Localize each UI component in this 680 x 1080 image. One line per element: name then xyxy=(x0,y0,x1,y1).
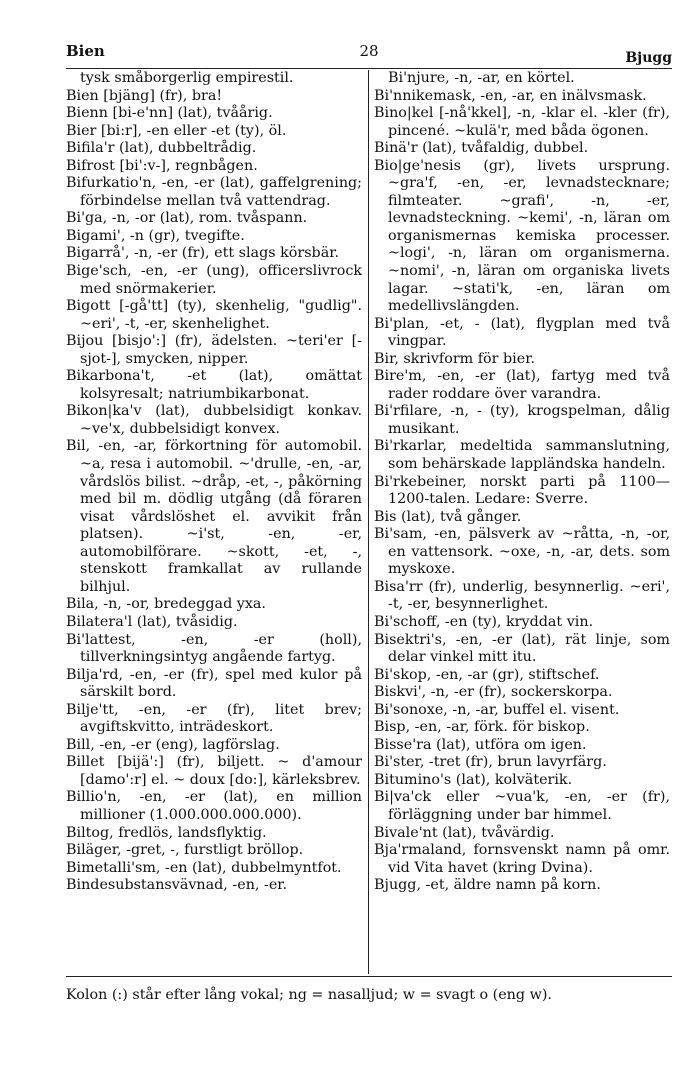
dictionary-entry: Bila, -n, -or, bredeggad yxa. xyxy=(66,596,266,613)
dictionary-entry: Bifrost [bi':v-], regnbågen. xyxy=(66,157,258,174)
dictionary-entry: Bill, -en, -er (eng), lagförslag. xyxy=(66,736,280,753)
dictionary-entry: Bige'sch, -en, -er (ung), officerslivrock med snörmakerier. xyxy=(66,263,362,297)
dictionary-entry: Bindesubstansvävnad, -en, -er. xyxy=(66,877,288,894)
dictionary-entry: Bivale'nt (lat), tvåvärdig. xyxy=(374,824,555,841)
dictionary-entry: tysk småborgerlig empirestil. xyxy=(80,70,294,86)
header-right-guide-word: Bjugg xyxy=(625,50,672,66)
dictionary-entry: Binä'r (lat), tvåfaldig, dubbel. xyxy=(374,140,589,157)
dictionary-entry: Bilatera'l (lat), tvåsidig. xyxy=(66,613,238,630)
dictionary-entry: Bi'lattest, -en, -er (holl), tillverkningsintyg angående fartyg. xyxy=(66,631,362,666)
column-divider xyxy=(368,70,369,974)
dictionary-entry: Bisektri's, -en, -er (lat), rät linje, som delar vinkel mitt itu. xyxy=(374,631,670,666)
header-rule xyxy=(66,68,672,69)
dictionary-entry: Bijou [bisjo':] (fr), ädelsten. ~teri'er [-sjot-], smycken, nipper. xyxy=(66,333,362,367)
dictionary-entry: Bimetalli'sm, -en (lat), dubbelmyntfot. xyxy=(66,859,342,876)
dictionary-entry: Bisa'rr (fr), underlig, besynnerlig. ~eri', -t, -er, besynnerlighet. xyxy=(374,578,670,613)
dictionary-entry: Bi'rkebeiner, norskt parti på 1100—1200-talen. Ledare: Sverre. xyxy=(374,473,670,508)
dictionary-entry: Bi'njure, -n, -ar, en körtel. xyxy=(388,70,575,86)
dictionary-entry: Bi'sonoxe, -n, -ar, buffel el. visent. xyxy=(374,701,620,718)
dictionary-entry: Bier [bi:r], -en eller -et (ty), öl. xyxy=(66,122,287,139)
dictionary-entry: Biltog, fredlös, landsflyktig. xyxy=(66,824,267,841)
dictionary-entry: Bitumino's (lat), kolväterik. xyxy=(374,771,573,788)
right-column xyxy=(374,70,670,970)
dictionary-entry: Bigott [-gå'tt] (ty), skenhelig, "gudlig". ~eri', -t, -er, skenhelighet. xyxy=(66,298,362,332)
dictionary-entry: Bien [bjäng] (fr), bra! xyxy=(66,87,223,104)
dictionary-entry: Bi'ster, -tret (fr), brun lavyrfärg. xyxy=(374,754,607,771)
dictionary-entry: Bi'rfilare, -n, - (ty), krogspelman, dålig musikant. xyxy=(374,403,670,437)
pronunciation-key-footer: Kolon (:) står efter lång vokal; ng = nasalljud; w = svagt o (eng w). xyxy=(66,987,552,1003)
dictionary-entry: Bifurkatio'n, -en, -er (lat), gaffelgrening; förbindelse mellan två vattendrag. xyxy=(66,175,362,209)
dictionary-entry: Biläger, -gret, -, furstligt bröllop. xyxy=(66,842,304,859)
dictionary-entry: Bi'plan, -et, - (lat), flygplan med två vingpar. xyxy=(374,315,670,350)
dictionary-entry: Bi'skop, -en, -ar (gr), stiftschef. xyxy=(374,666,600,683)
dictionary-entry: Bikarbona't, -et (lat), omättat kolsyresalt; natriumbikarbonat. xyxy=(66,368,362,402)
header-left-guide-word: Bien xyxy=(66,42,105,60)
dictionary-entry: Bi'rkarlar, medeltida sammanslutning, som behärskade lappländska handeln. xyxy=(374,438,670,473)
page-header xyxy=(66,40,672,66)
dictionary-entry: Bir, skrivform för bier. xyxy=(374,350,536,367)
dictionary-entry: Bjugg, -et, äldre namn på korn. xyxy=(374,877,601,894)
page-number: 28 xyxy=(359,42,379,60)
dictionary-entry: Billio'n, -en, -er (lat), en million millioner (1.000.000.000.000). xyxy=(66,789,362,823)
dictionary-entry: Bi|va'ck eller ~vua'k, -en, -er (fr), förläggning under bar himmel. xyxy=(374,789,670,823)
dictionary-entry: Bi'nnikemask, -en, -ar, en inälvsmask. xyxy=(374,87,647,104)
dictionary-entry: Bio|ge'nesis (gr), livets ursprung. ~gra'f, -en, -er, levnadstecknare; filmteater. ~grafi', -n, -er, levnadsteckning. ~kemi', -n, läran om organismernas kemiska processer. ~logi', -n, läran om organismerna. ~nomi', -n, läran om organiska livets lagar. ~stati'k, -en, läran om medellivslängden. xyxy=(374,157,670,315)
dictionary-entry: Bil, -en, -ar, förkortning för automobil. ~a, resa i automobil. ~'drulle, -en, -ar, vårdslös bilist. ~dråp, -et, -, påkörning med bil m. dödlig utgång (då föraren visat vårdslöshet el. avvikit från platsen). ~i'st, -en, -er, automobilförare. ~skott, -et, -, stenskott framkallat av rullande bilhjul. xyxy=(66,438,362,595)
dictionary-entry: Bi'schoff, -en (ty), kryddat vin. xyxy=(374,613,594,630)
dictionary-entry: Biskvi', -n, -er (fr), sockerskorpa. xyxy=(374,684,613,701)
footer-rule xyxy=(66,976,672,977)
dictionary-entry: Bire'm, -en, -er (lat), fartyg med två rader roddare över varandra. xyxy=(374,368,670,402)
dictionary-entry: Bis (lat), två gånger. xyxy=(374,508,522,525)
dictionary-entry: Billet [bijä':] (fr), biljett. ~ d'amour [damo':r] el. ~ doux [do:], kärleksbrev. xyxy=(66,754,362,788)
left-column xyxy=(66,70,362,970)
dictionary-entry: Bilja'rd, -en, -er (fr), spel med kulor på särskilt bord. xyxy=(66,666,362,701)
dictionary-entry: Bigarrå', -n, -er (fr), ett slags körsbär. xyxy=(66,245,340,262)
dictionary-entry: Bigami', -n (gr), tvegifte. xyxy=(66,227,245,244)
dictionary-entry: Bja'rmaland, fornsvenskt namn på omr. vid Vita havet (kring Dvina). xyxy=(374,842,670,876)
dictionary-entry: Bisse'ra (lat), utföra om igen. xyxy=(374,736,587,753)
dictionary-entry: Bienn [bi-e'nn] (lat), tvåårig. xyxy=(66,105,273,122)
dictionary-entry: Bino|kel [-nå'kkel], -n, -klar el. -kler (fr), pincené. ~kulä'r, med båda ögonen. xyxy=(374,105,670,139)
dictionary-entry: Bilje'tt, -en, -er (fr), litet brev; avgiftskvitto, inträdeskort. xyxy=(66,701,362,736)
dictionary-entry: Bi'sam, -en, pälsverk av ~råtta, -n, -or, en vattensork. ~oxe, -n, -ar, dets. som myskoxe. xyxy=(374,526,670,578)
dictionary-entry: Bikon|ka'v (lat), dubbelsidigt konkav. ~ve'x, dubbelsidigt konvex. xyxy=(66,403,362,437)
dictionary-entry: Bi'ga, -n, -or (lat), rom. tvåspann. xyxy=(66,210,308,227)
dictionary-entry: Bisp, -en, -ar, förk. för biskop. xyxy=(374,719,590,736)
dictionary-entry: Bifila'r (lat), dubbeltrådig. xyxy=(66,140,257,157)
